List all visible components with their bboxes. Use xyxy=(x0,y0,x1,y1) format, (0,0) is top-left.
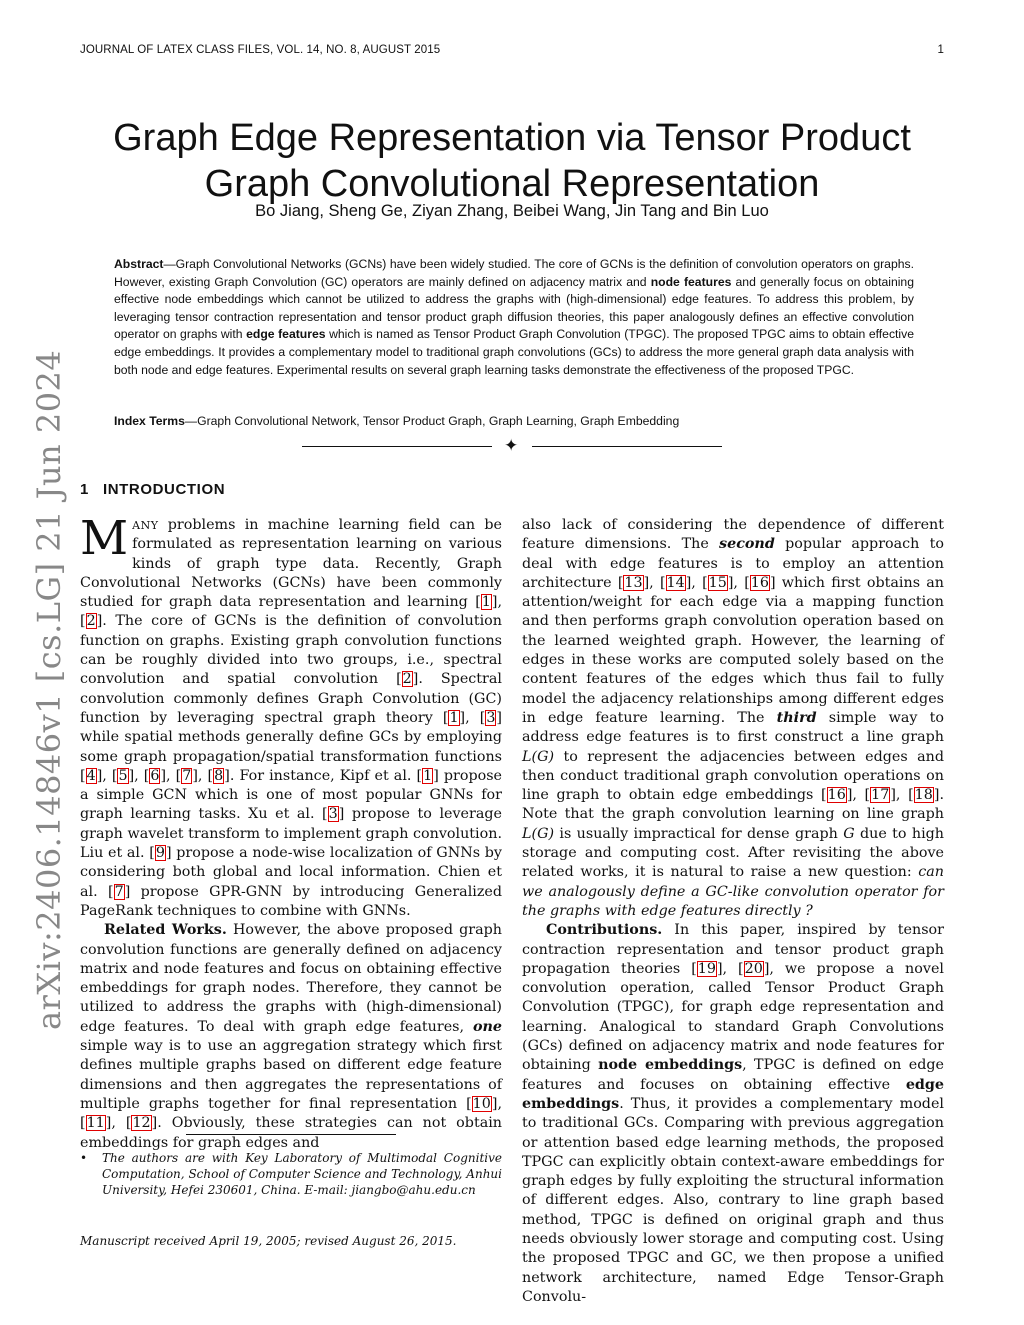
text-run: propose to leverage graph wavelet transform to implement graph convolution. Liu et al. xyxy=(80,806,502,862)
citation-link[interactable]: 8 xyxy=(214,767,224,784)
text-run: while spatial methods generally define GCs by employing some graph propagation/spatial transformation functions xyxy=(80,729,502,765)
citation-link[interactable]: 2 xyxy=(402,671,412,688)
citation-link[interactable]: 16 xyxy=(750,574,769,591)
citation-link[interactable]: 1 xyxy=(481,594,491,611)
text-run: . The core of GCNs is the definition of convolution function on graphs. Existing graph convolution functions can be roughly divided into two groups, i.e., spectral convolution and spatial convolution xyxy=(80,613,502,688)
abstract-bold-2: edge features xyxy=(246,327,326,342)
divider-line-right xyxy=(532,446,722,447)
abstract-text-2: and generally focus on obtaining effective node embeddings which cannot be utilized to address the graphs with (high-dimensional) edge features. To address this problem, by leveraging tensor contraction representation and tensor product graph diffusion theories, this paper analogously defines an effective convolution operator on graphs with xyxy=(114,274,914,342)
index-terms-text: —Graph Convolutional Network, Tensor Product Graph, Graph Learning, Graph Embedding xyxy=(184,414,680,428)
arxiv-stamp: arXiv:2406.14846v1 [cs.LG] 21 Jun 2024 xyxy=(30,349,68,1030)
divider-line-left xyxy=(302,446,492,447)
manuscript-note: Manuscript received April 19, 2005; revised August 26, 2015. xyxy=(80,1234,457,1248)
contributions-paragraph: Contributions. In this paper, inspired by tensor contraction representation and tensor product graph propagation theories [19], [20], we propose a novel convolution operation, called Tensor Product Graph Convolution (TPGC), for graph edge representation and learning. Analogical to standard Graph Convolutions (GCs) defined on adjacency matrix and node features for obtaining node embeddings, TPGC is defined on edge features and focuses on obtaining effective edge embeddings. Thus, it provides a complementary model to traditional GCs. Comparing with previous aggregation or attention based edge learning methods, the proposed TPGC can explicitly obtain context-aware embeddings for graph edges by fully exploiting the structural information of different edges. Also, contrary to line graph based method, TPGC is defined on original graph and thus needs obviously lower storage and computing cost. Using the proposed TPGC and GC, we then propose a unified network architecture, named Edge Tensor-Graph Convolu- xyxy=(522,922,944,1305)
citation-link[interactable]: 12 xyxy=(132,1115,151,1132)
text-run: simple way is to use an aggregation strategy which first defines multiple graphs based on different edge feature dimensions and then aggregates the representations of multiple graphs together for final representation xyxy=(80,1038,502,1112)
text-run: is usually impractical for dense graph xyxy=(554,825,844,842)
section-divider xyxy=(302,436,722,456)
citation-link[interactable]: 16 xyxy=(827,787,846,804)
citation-link[interactable]: 17 xyxy=(871,787,890,804)
citation-link[interactable]: 6 xyxy=(150,767,160,784)
citation-link[interactable]: 7 xyxy=(114,883,124,900)
running-header xyxy=(80,44,944,56)
citation-link[interactable]: 9 xyxy=(155,845,165,862)
bold-edge-embeddings: edge embeddings xyxy=(522,1076,944,1112)
text-run: . Obviously, these strategies can not obtain embeddings for graph edges and xyxy=(80,1115,502,1151)
text-run: due to high storage and computing cost. After revisiting the above related works, it is natural to raise a new question: xyxy=(522,825,944,881)
text-run: also lack of considering the dependence of different feature dimensions. The xyxy=(522,517,944,553)
dropcap: M xyxy=(80,511,129,566)
text-run: which first obtains an attention/weight for each edge via a mapping function and then performs graph convolution operation based on the learned weighted graph. However, the learning of edges in these works are computed solely based on the content features of the edges which thus fail to fully model the adjacency relationships among different edges in edge feature learning. The xyxy=(522,574,944,726)
left-column xyxy=(80,511,503,1153)
title-line-2: Graph Convolutional Representation xyxy=(204,163,820,206)
text-run: . Thus, it provides a complementary model to traditional GCs. Comparing with previous aggregation or attention based edge learning methods, the proposed TPGC can explicitly obtain context-aware embeddings for graph edges by fully exploiting the structural information of different edges. Also, contrary to line graph based method, TPGC is defined on original graph and thus needs obviously lower storage and computing cost. Using the proposed TPGC and GC, we then propose a unified network architecture, named Edge Tensor-Graph Convolu- xyxy=(522,1095,944,1305)
emphasis-third: third xyxy=(776,709,817,726)
citation-link[interactable]: 5 xyxy=(118,767,128,784)
abstract xyxy=(114,256,914,379)
citation-link[interactable]: 3 xyxy=(328,806,338,823)
text-run: propose a simple GCN which is one of most popular GNNs for graph learning tasks. Xu et al. xyxy=(80,767,503,823)
abstract-label: Abstract xyxy=(114,257,164,271)
text-run: , we propose a novel convolution operation, called Tensor Product Graph Convolution (TPGC), for graph edge representation and learning. Analogical to standard Graph Convolutions (GCs) defined on adjacency matrix and node features for obtaining xyxy=(522,960,944,1074)
emphasis-second: second xyxy=(719,536,775,553)
author-list: Bo Jiang, Sheng Ge, Ziyan Zhang, Beibei Wang, Jin Tang and Bin Luo xyxy=(255,202,769,220)
related-works-paragraph: Related Works. However, the above proposed graph convolution functions are generally defined on adjacency matrix and node features and focus on obtaining effective embeddings for graph nodes. Therefore, they cannot be utilized to address the graphs with (high-dimensional) edge features. To deal with graph edge features, one simple way is to use an aggregation strategy which first defines multiple graphs based on different edge feature dimensions and then aggregates the representations of multiple graphs together for final representation [10], [11], [12]. Obviously, these strategies can not obtain embeddings for graph edges and xyxy=(80,922,502,1151)
section-number: 1 xyxy=(80,481,89,498)
citation-link[interactable]: 1 xyxy=(423,767,433,784)
text-run: to represent the adjacencies between edges and then conduct traditional graph convolution operations on line graph to obtain edge embeddings xyxy=(522,748,944,804)
contributions-label: Contributions. xyxy=(546,922,663,939)
citation-link[interactable]: 18 xyxy=(914,787,933,804)
related-works-label: Related Works. xyxy=(104,922,227,939)
author-footnote xyxy=(80,1150,502,1198)
math-line-graph: L(G) xyxy=(522,825,555,842)
math-line-graph: L(G) xyxy=(522,748,555,765)
research-question: can we analogously define a GC-like convolution operator for the graphs with edge features directly ? xyxy=(522,864,944,919)
text-run: , TPGC is defined on edge features and focuses on obtaining effective xyxy=(522,1057,944,1093)
text-run: popular approach to deal with edge features is to employ an attention architecture xyxy=(522,536,944,591)
text-run: simple way to address edge features is to first construct a line graph xyxy=(522,709,944,746)
footnote-rule xyxy=(186,1134,396,1135)
abstract-text-1: —Graph Convolutional Networks (GCNs) have been widely studied. The core of GCNs is the definition of convolution operators on graphs. However, existing Graph Convolution (GC) operators are mainly defined on adjacency matrix and xyxy=(114,257,914,289)
intro-paragraph-2: also lack of considering the dependence of different feature dimensions. The second popular approach to deal with edge features is to employ an attention architecture [13], [14], [15], [16] which first obtains an attention/weight for each edge via a mapping function and then performs graph convolution operation based on the learned weighted graph. However, the learning of edges in these works are computed solely based on the content features of the edges which thus fail to fully model the adjacency relationships among different edges in edge feature learning. The third simple way to address edge features is to first construct a line graph L(G) to represent the adjacencies between edges and then conduct traditional graph convolution operations on line graph to obtain edge embeddings [16], [17], [18]. Note that the graph convolution learning on line graph L(G) is usually impractical for dense graph G due to high storage and computing cost. After revisiting the above related works, it is natural to raise a new question: can we analogously define a GC-like convolution operator for the graphs with edge features directly ? xyxy=(522,517,944,919)
citation-link[interactable]: 13 xyxy=(624,574,643,591)
right-column xyxy=(522,516,944,1307)
citation-link[interactable]: 19 xyxy=(697,960,716,977)
citation-link[interactable]: 7 xyxy=(182,767,192,784)
abstract-bold-1: node features xyxy=(650,274,732,289)
text-run: problems in machine learning field can be formulated as representation learning on various kinds of graph type data. Recently, Graph Convolutional Networks (GCNs) have been commonly studied for graph data representation and learning xyxy=(80,517,502,611)
smallcaps-word: ANY xyxy=(132,519,159,532)
citation-link[interactable]: 15 xyxy=(708,574,727,591)
citation-link[interactable]: 10 xyxy=(472,1095,491,1112)
page-number: 1 xyxy=(937,44,944,56)
section-heading xyxy=(80,481,225,498)
intro-paragraph-1: MANY problems in machine learning field can be formulated as representation learning on various kinds of graph type data. Recently, Graph Convolutional Networks (GCNs) have been commonly studied for graph data representation and learning [1], [2]. The core of GCNs is the definition of convolution function on graphs. Existing graph convolution functions can be roughly divided into two groups, i.e., spectral convolution and spatial convolution [2]. Spectral convolution commonly defines Graph Convolution (GC) function by leveraging spectral graph theory [1], [3] while spatial methods generally define GCs by employing some graph propagation/spatial transformation functions [4], [5], [6], [7], [8]. For instance, Kipf et al. [1] propose a simple GCN which is one of most popular GNNs for graph learning tasks. Xu et al. [3] propose to leverage graph wavelet transform to implement graph convolution. Liu et al. [9] propose a node-wise localization of GNNs by considering both global and local information. Chien et al. [7] propose GPR-GNN by introducing Generalized PageRank techniques to combine with GNNs. xyxy=(80,511,503,919)
divider-star-icon: ✦ xyxy=(504,436,519,456)
index-terms-label: Index Terms xyxy=(114,414,185,428)
bold-node-embeddings: node embeddings xyxy=(598,1057,743,1074)
text-run: propose a node-wise localization of GNNs by considering both global and local information. Chien et al. xyxy=(80,845,502,900)
citation-link[interactable]: 2 xyxy=(86,613,96,630)
footnote-text: The authors are with Key Laboratory of Multimodal Cognitive Computation, School of Computer Science and Technology, Anhui University, Hefei 230601, China. E-mail: jiangbo@ahu.edu.cn xyxy=(102,1151,502,1197)
title-line-1: Graph Edge Representation via Tensor Product xyxy=(113,117,911,160)
emphasis-one: one xyxy=(472,1018,502,1035)
text-run: . For instance, Kipf et al. xyxy=(229,767,417,784)
abstract-text-3: which is named as Tensor Product Graph Convolution (TPGC). The proposed TPGC aims to obtain effective edge embeddings. It provides a complementary model to traditional graph convolutions (GCs) to address the more general graph data analysis with both node and edge features. Experimental results on several graph learning tasks demonstrate the effectiveness of the proposed TPGC. xyxy=(114,327,914,377)
math-graph: G xyxy=(843,825,855,842)
footnote-bullet: • xyxy=(80,1151,88,1165)
citation-link[interactable]: 14 xyxy=(666,574,685,591)
text-run: . Spectral convolution commonly defines Graph Convolution (GC) function by leveraging spectral graph theory xyxy=(80,671,502,726)
citation-link[interactable]: 20 xyxy=(744,960,763,977)
section-title: INTRODUCTION xyxy=(102,481,226,498)
text-run: propose GPR-GNN by introducing Generalized PageRank techniques to combine with GNNs. xyxy=(80,883,503,919)
journal-name: JOURNAL OF LATEX CLASS FILES, VOL. 14, NO. 8, AUGUST 2015 xyxy=(80,44,441,56)
citation-link[interactable]: 3 xyxy=(486,709,496,726)
citation-link[interactable]: 4 xyxy=(86,767,96,784)
text-run: However, the above proposed graph convolution functions are generally defined on adjacency matrix and node features and focus on obtaining effective embeddings for graph nodes. Therefore, they cannot be utilized to address the graphs with (high-dimensional) edge features. To deal with graph edge features, xyxy=(80,922,502,1035)
paper-title xyxy=(60,115,964,207)
text-run: In this paper, inspired by tensor contraction representation and tensor product graph propagation theories xyxy=(522,922,944,977)
text-run: . Note that the graph convolution learning on line graph xyxy=(522,787,944,823)
index-terms xyxy=(114,413,914,431)
citation-link[interactable]: 11 xyxy=(86,1115,105,1132)
citation-link[interactable]: 1 xyxy=(449,709,459,726)
